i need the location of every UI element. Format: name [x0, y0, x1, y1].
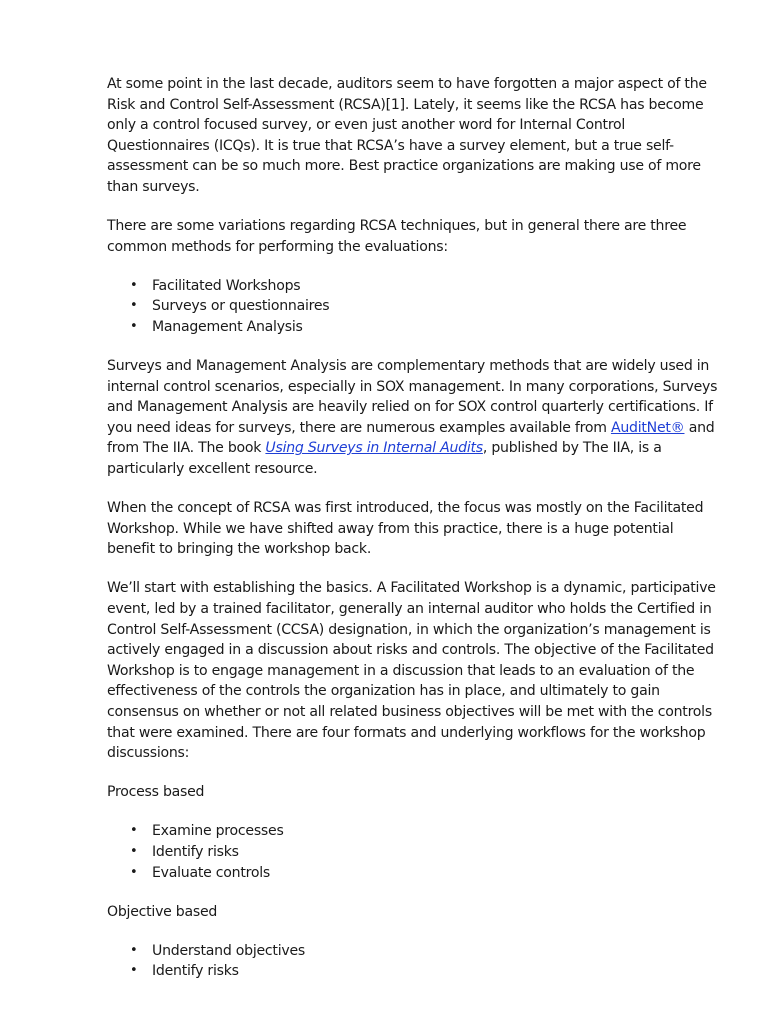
- list-item: • Identify risks: [152, 842, 719, 863]
- text-span: , published by The IIA, is a particularly excellent resource.: [107, 440, 662, 477]
- auditnet-link[interactable]: AuditNet®: [610, 419, 685, 436]
- list-item: • Management Analysis: [152, 317, 719, 338]
- paragraph-workshop-basics: We’ll start with establishing the basics. A Facilitated Workshop is a dynamic, participative event, led by a trained facilitator, generally an internal auditor who holds the Certified in Control Self-Assessment (CCSA) designation, in which the organization’s management is actively engaged in a discussion about risks and controls. The objective of the Facilitated Workshop is to engage management in a discussion that leads to an evaluation of the effectiveness of the controls the organization has in place, and ultimately to gain consensus on whether or not all related business objectives will be met with the controls that were examined. There are four formats and underlying workflows for the workshop discussions:: [107, 580, 716, 762]
- list-item: • Understand objectives: [152, 941, 719, 962]
- list-item: • Facilitated Workshops: [152, 276, 719, 297]
- list-item: • Examine processes: [152, 821, 719, 842]
- process-based-list: [107, 821, 719, 883]
- text-span: and from The IIA. The book: [107, 419, 715, 457]
- paragraph-intro: At some point in the last decade, auditors seem to have forgotten a major aspect of the Risk and Control Self-Assessment (RCSA)[1]. Lately, it seems like the RCSA has become only a control focused survey, or even just another word for Internal Control Questionnaires (ICQs). It is true that RCSA’s have a survey element, but a true self-assessment can be so much more. Best practice organizations are making use of more than surveys.: [107, 76, 707, 195]
- paragraph-methods-intro: There are some variations regarding RCSA techniques, but in general there are three common methods for performing the evaluations:: [107, 218, 687, 255]
- methods-list: [107, 276, 719, 338]
- text-span: Surveys and Management Analysis are complementary methods that are widely used in internal control scenarios, especially in SOX management. In many corporations, Surveys and Management Analysis are heavily relied on for SOX control quarterly certifications. If you need ideas for surveys, there are numerous examples available from: [107, 358, 718, 436]
- objective-based-list: [107, 941, 719, 982]
- list-item: • Identify risks: [152, 961, 719, 982]
- list-item: • Surveys or questionnaires: [152, 296, 719, 317]
- surveys-book-link[interactable]: Using Surveys in Internal Audits: [265, 440, 483, 457]
- process-based-heading: Process based: [107, 784, 205, 801]
- list-item: • Evaluate controls: [152, 863, 719, 884]
- objective-based-heading: Objective based: [107, 903, 218, 920]
- document-body: [107, 74, 719, 1000]
- paragraph-workshop-history: When the concept of RCSA was first introduced, the focus was mostly on the Facilitated Workshop. While we have shifted away from this practice, there is a huge potential benefit to bringing the workshop back.: [107, 500, 704, 558]
- paragraph-surveys: [107, 356, 719, 480]
